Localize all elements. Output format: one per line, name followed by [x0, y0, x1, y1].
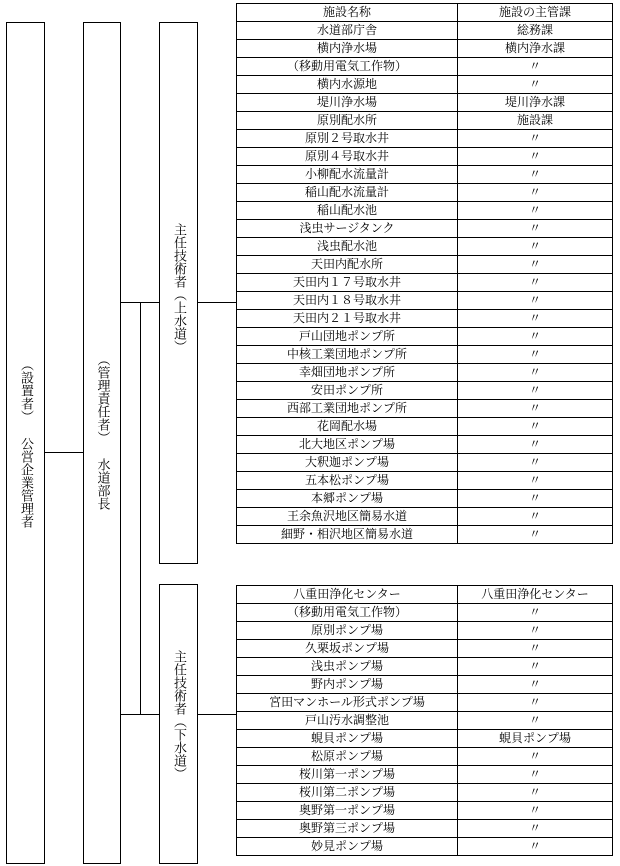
managing-section-cell: 〃 — [458, 748, 613, 766]
header-managing-section: 施設の主管課 — [458, 4, 613, 22]
table-row — [237, 184, 613, 202]
facility-name-cell: 本郷ポンプ場 — [237, 490, 458, 508]
table-row — [237, 148, 613, 166]
facility-name-cell: 浅虫配水池 — [237, 238, 458, 256]
table-row — [237, 418, 613, 436]
table-row — [237, 676, 613, 694]
managing-section-cell: 〃 — [458, 472, 613, 490]
facility-name-cell: 原別ポンプ場 — [237, 622, 458, 640]
facility-name-cell: 戸山団地ポンプ所 — [237, 328, 458, 346]
connector-trunk-sewer — [121, 714, 159, 715]
facility-name-cell: 久栗坂ポンプ場 — [237, 640, 458, 658]
table-row — [237, 400, 613, 418]
chief-water-role: 主任技術者 — [171, 223, 186, 288]
managing-section-cell: 〃 — [458, 346, 613, 364]
table-row — [237, 22, 613, 40]
water-facility-table — [236, 3, 613, 544]
facility-name-cell: 天田内１８号取水井 — [237, 292, 458, 310]
table-row — [237, 364, 613, 382]
table-row — [237, 202, 613, 220]
facility-name-cell: 原別配水所 — [237, 112, 458, 130]
owner-title: 公営企業管理者 — [18, 437, 33, 528]
table-row — [237, 292, 613, 310]
managing-section-cell: 〃 — [458, 220, 613, 238]
table-header-row — [237, 4, 613, 22]
sewer-facility-table — [236, 585, 613, 856]
manager-label — [84, 353, 120, 593]
facility-name-cell: 戸山汚水調整池 — [237, 712, 458, 730]
facility-name-cell: 横内水源地 — [237, 76, 458, 94]
chief-water-scope: （上水道） — [171, 288, 186, 353]
table-row — [237, 694, 613, 712]
table-row — [237, 238, 613, 256]
owner-role: （設置者） — [18, 358, 33, 423]
table-row — [237, 640, 613, 658]
connector-sewer-table — [198, 714, 236, 715]
table-row — [237, 802, 613, 820]
managing-section-cell: 〃 — [458, 802, 613, 820]
managing-section-cell: 〃 — [458, 58, 613, 76]
managing-section-cell: 〃 — [458, 640, 613, 658]
facility-name-cell: 堤川浄水場 — [237, 94, 458, 112]
managing-section-cell: 横内浄水課 — [458, 40, 613, 58]
table-row — [237, 526, 613, 544]
chief-water-box — [159, 22, 198, 564]
table-row — [237, 382, 613, 400]
managing-section-cell: 〃 — [458, 694, 613, 712]
manager-role: （管理責任者） — [94, 353, 110, 444]
managing-section-cell: 〃 — [458, 184, 613, 202]
manager-title: 水道部長 — [94, 458, 110, 510]
table-row — [237, 130, 613, 148]
facility-name-cell: 妙見ポンプ場 — [237, 838, 458, 856]
table-row — [237, 166, 613, 184]
table-row — [237, 784, 613, 802]
facility-name-cell: 幸畑団地ポンプ所 — [237, 364, 458, 382]
managing-section-cell: 〃 — [458, 838, 613, 856]
owner-box — [6, 22, 45, 864]
facility-name-cell: 安田ポンプ所 — [237, 382, 458, 400]
managing-section-cell: 〃 — [458, 622, 613, 640]
facility-name-cell: 桜川第一ポンプ場 — [237, 766, 458, 784]
managing-section-cell: 〃 — [458, 526, 613, 544]
table-row — [237, 112, 613, 130]
table-row — [237, 712, 613, 730]
owner-label — [7, 23, 44, 863]
managing-section-cell: 施設課 — [458, 112, 613, 130]
facility-name-cell: 五本松ポンプ場 — [237, 472, 458, 490]
managing-section-cell: 〃 — [458, 130, 613, 148]
facility-name-cell: 野内ポンプ場 — [237, 676, 458, 694]
managing-section-cell: 〃 — [458, 766, 613, 784]
facility-name-cell: 天田内１７号取水井 — [237, 274, 458, 292]
table-row — [237, 472, 613, 490]
facility-name-cell: 小柳配水流量計 — [237, 166, 458, 184]
connector-owner-manager — [45, 452, 83, 453]
facility-name-cell: 浅虫サージタンク — [237, 220, 458, 238]
manager-box — [83, 22, 121, 864]
connector-manager-trunk — [121, 302, 159, 303]
facility-name-cell: 蜆貝ポンプ場 — [237, 730, 458, 748]
managing-section-cell: 〃 — [458, 274, 613, 292]
facility-name-cell: 松原ポンプ場 — [237, 748, 458, 766]
table-row — [237, 328, 613, 346]
facility-name-cell: （移動用電気工作物） — [237, 58, 458, 76]
chief-sewer-scope: （下水道） — [171, 715, 186, 780]
facility-name-cell: 花岡配水場 — [237, 418, 458, 436]
managing-section-cell: 〃 — [458, 604, 613, 622]
facility-name-cell: 北大地区ポンプ場 — [237, 436, 458, 454]
managing-section-cell: 〃 — [458, 436, 613, 454]
managing-section-cell: 〃 — [458, 166, 613, 184]
connector-trunk — [140, 302, 141, 714]
managing-section-cell: 〃 — [458, 238, 613, 256]
facility-name-cell: 奥野第三ポンプ場 — [237, 820, 458, 838]
table-row — [237, 346, 613, 364]
facility-name-cell: 原別２号取水井 — [237, 130, 458, 148]
table-row — [237, 586, 613, 604]
managing-section-cell: 〃 — [458, 400, 613, 418]
managing-section-cell: 〃 — [458, 820, 613, 838]
facility-name-cell: 天田内配水所 — [237, 256, 458, 274]
table-row — [237, 40, 613, 58]
facility-name-cell: 中核工業団地ポンプ所 — [237, 346, 458, 364]
table-row — [237, 94, 613, 112]
table-row — [237, 604, 613, 622]
chief-water-label — [160, 223, 197, 393]
table-row — [237, 766, 613, 784]
managing-section-cell: 〃 — [458, 310, 613, 328]
managing-section-cell: 堤川浄水課 — [458, 94, 613, 112]
table-row — [237, 76, 613, 94]
table-row — [237, 274, 613, 292]
managing-section-cell: 〃 — [458, 418, 613, 436]
facility-name-cell: 水道部庁舎 — [237, 22, 458, 40]
facility-name-cell: 天田内２１号取水井 — [237, 310, 458, 328]
managing-section-cell: 〃 — [458, 328, 613, 346]
managing-section-cell: 〃 — [458, 712, 613, 730]
managing-section-cell: 〃 — [458, 676, 613, 694]
facility-name-cell: 細野・相沢地区簡易水道 — [237, 526, 458, 544]
facility-name-cell: 宮田マンホール形式ポンプ場 — [237, 694, 458, 712]
facility-name-cell: 王余魚沢地区簡易水道 — [237, 508, 458, 526]
facility-name-cell: 稲山配水池 — [237, 202, 458, 220]
table-row — [237, 436, 613, 454]
facility-name-cell: 桜川第二ポンプ場 — [237, 784, 458, 802]
managing-section-cell: 〃 — [458, 148, 613, 166]
header-facility-name: 施設名称 — [237, 4, 458, 22]
chief-sewer-box — [159, 584, 198, 864]
table-row — [237, 748, 613, 766]
table-row — [237, 658, 613, 676]
managing-section-cell: 総務課 — [458, 22, 613, 40]
facility-name-cell: 原別４号取水井 — [237, 148, 458, 166]
table-row — [237, 820, 613, 838]
managing-section-cell: 〃 — [458, 256, 613, 274]
managing-section-cell: 蜆貝ポンプ場 — [458, 730, 613, 748]
table-row — [237, 454, 613, 472]
facility-name-cell: 稲山配水流量計 — [237, 184, 458, 202]
facility-name-cell: 横内浄水場 — [237, 40, 458, 58]
chief-sewer-role: 主任技術者 — [171, 650, 186, 715]
table-row — [237, 58, 613, 76]
managing-section-cell: 〃 — [458, 292, 613, 310]
managing-section-cell: 八重田浄化センター — [458, 586, 613, 604]
table-row — [237, 622, 613, 640]
managing-section-cell: 〃 — [458, 784, 613, 802]
table-row — [237, 220, 613, 238]
facility-name-cell: 八重田浄化センター — [237, 586, 458, 604]
managing-section-cell: 〃 — [458, 658, 613, 676]
facility-name-cell: 浅虫ポンプ場 — [237, 658, 458, 676]
table-row — [237, 838, 613, 856]
chief-sewer-label — [160, 650, 197, 820]
table-row — [237, 310, 613, 328]
facility-name-cell: 西部工業団地ポンプ所 — [237, 400, 458, 418]
managing-section-cell: 〃 — [458, 202, 613, 220]
connector-water-table — [198, 302, 236, 303]
managing-section-cell: 〃 — [458, 382, 613, 400]
managing-section-cell: 〃 — [458, 454, 613, 472]
table-row — [237, 256, 613, 274]
managing-section-cell: 〃 — [458, 364, 613, 382]
managing-section-cell: 〃 — [458, 508, 613, 526]
facility-name-cell: 大釈迦ポンプ場 — [237, 454, 458, 472]
table-row — [237, 490, 613, 508]
table-row — [237, 508, 613, 526]
facility-name-cell: （移動用電気工作物） — [237, 604, 458, 622]
managing-section-cell: 〃 — [458, 76, 613, 94]
facility-name-cell: 奥野第一ポンプ場 — [237, 802, 458, 820]
table-row — [237, 730, 613, 748]
managing-section-cell: 〃 — [458, 490, 613, 508]
